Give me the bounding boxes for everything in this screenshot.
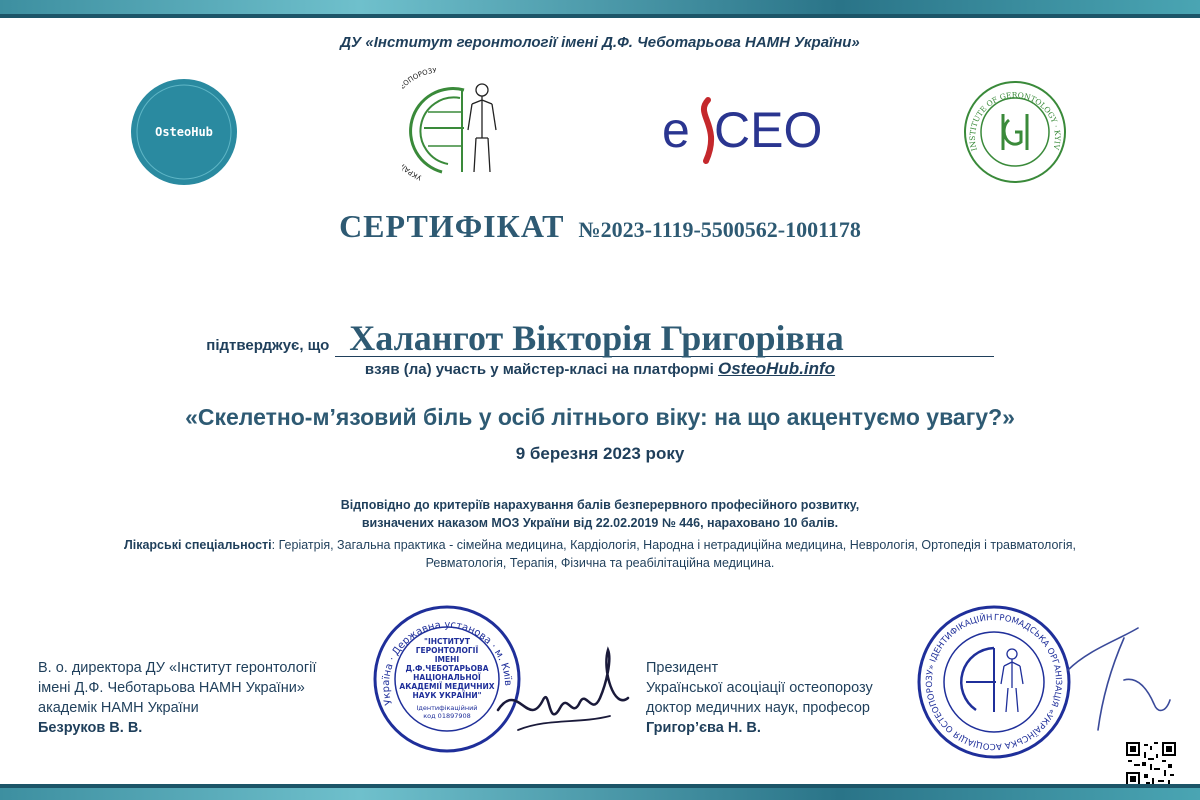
participation-line bbox=[0, 359, 1200, 379]
institute-stamp-line-1: "ІНСТИТУТ bbox=[424, 637, 470, 646]
esceo-logo bbox=[660, 95, 830, 170]
specialties-line-1: : Геріатрія, Загальна практика - сімейна медицина, Кардіологія, Народна і нетрадиційна медицина, Неврологія, Ортопедія і травматологія, bbox=[271, 538, 1077, 552]
course-date: 9 березня 2023 року bbox=[515, 444, 685, 463]
association-stamp bbox=[916, 604, 1072, 765]
svg-text:УКРАЇНСЬКА АСОЦІАЦІЯ ОСТЕОПОРО bbox=[402, 68, 438, 182]
institute-stamp-line-5: НАЦІОНАЛЬНОЇ bbox=[413, 673, 481, 682]
association-stamp-graphic bbox=[916, 604, 1072, 760]
institute-stamp-line-3: ІМЕНІ bbox=[434, 655, 460, 664]
svg-text:ГРОМАДСЬКА ОРГАНІЗАЦІЯ «УКРАЇН bbox=[916, 604, 1063, 751]
left-signatory-line-2: імені Д.Ф. Чеботарьова НАМН України» bbox=[38, 680, 305, 696]
right-signatory-name: Григор’єва Н. В. bbox=[646, 720, 761, 736]
right-signatory-line-2: Української асоціації остеопорозу bbox=[646, 680, 873, 696]
institute-stamp-line-4: Д.Ф.ЧЕБОТАРЬОВА bbox=[405, 664, 489, 673]
bottom-band bbox=[0, 788, 1200, 800]
right-signature-graphic bbox=[1058, 620, 1178, 740]
institute-stamp-code: код 01897908 bbox=[423, 712, 471, 720]
gerontology-logo-graphic bbox=[963, 80, 1067, 184]
institute-stamp-line-7: НАУК УКРАЇНИ" bbox=[412, 691, 482, 700]
osteoporosis-association-logo-graphic bbox=[402, 68, 510, 188]
osteoporosis-association-logo bbox=[402, 68, 510, 193]
right-signatory-line-3: доктор медичних наук, професор bbox=[646, 700, 870, 716]
left-signature bbox=[488, 640, 638, 755]
right-signature bbox=[1058, 620, 1178, 745]
certificate-heading bbox=[0, 208, 1200, 245]
criteria-line-1: Відповідно до критеріїв нарахування балів безперервного професійного розвитку, bbox=[340, 498, 860, 512]
confirm-label: підтверджує, що bbox=[206, 337, 330, 354]
criteria-line-2: визначених наказом МОЗ України від 22.02.2019 № 446, нараховано 10 балів. bbox=[361, 516, 839, 530]
osteohub-logo bbox=[130, 78, 238, 191]
top-band-line bbox=[0, 14, 1200, 18]
institute-stamp-outer-text: Україна · Державна установа · м. Київ bbox=[380, 619, 514, 707]
svg-text:CEO: CEO bbox=[714, 102, 823, 158]
platform-link[interactable]: OsteoHub.info bbox=[717, 359, 836, 378]
recipient-name: Халангот Вікторія Григорівна bbox=[335, 320, 993, 357]
top-band bbox=[0, 0, 1200, 14]
certificate-number: №2023-1119-5500562-1001178 bbox=[578, 217, 861, 242]
institute-stamp-line-6: АКАДЕМІЇ МЕДИЧНИХ bbox=[399, 682, 495, 691]
esceo-logo-graphic bbox=[660, 95, 830, 165]
specialties-label: Лікарські спеціальності bbox=[123, 538, 272, 552]
specialties bbox=[40, 536, 1160, 572]
institute-stamp-code-label: Ідентифікаційний bbox=[416, 704, 478, 712]
left-signatory-line-3: академік НАМН України bbox=[38, 700, 199, 716]
gerontology-logo-arc-text: INSTITUTE OF GERONTOLOGY · KYIV bbox=[967, 90, 1063, 153]
left-signatory-line-1: В. о. директора ДУ «Інститут геронтології bbox=[38, 660, 317, 676]
left-signatory bbox=[38, 658, 316, 738]
gerontology-logo bbox=[963, 80, 1067, 189]
svg-text:e: e bbox=[662, 102, 690, 158]
institute-header: ДУ «Інститут геронтології імені Д.Ф. Чеботарьова НАМН України» bbox=[340, 34, 860, 51]
institute-stamp-line-2: ГЕРОНТОЛОГІЇ bbox=[415, 646, 479, 655]
osteohub-logo-text: OsteoHub bbox=[155, 125, 213, 139]
qr-code-graphic bbox=[1126, 742, 1176, 786]
recipient-line bbox=[0, 320, 1200, 357]
osteohub-logo-graphic bbox=[130, 78, 238, 186]
left-signature-graphic bbox=[488, 640, 638, 750]
specialties-line-2: Ревматологія, Терапія, Фізична та реабілітаційна медицина. bbox=[425, 556, 775, 570]
certificate-title: СЕРТИФІКАТ bbox=[339, 208, 565, 244]
participation-text: взяв (ла) участь у майстер-класі на платформі bbox=[364, 361, 714, 378]
course-title: «Скелетно-м’язовий біль у осіб літнього віку: на що акцентуємо увагу?» bbox=[185, 404, 1015, 430]
association-logo-arc-text: УКРА ОПОРОЗУ bbox=[402, 68, 438, 182]
left-signatory-name: Безруков В. В. bbox=[38, 720, 143, 736]
right-signatory bbox=[646, 658, 873, 738]
association-stamp-outer-text: ГРОМАДСЬКА ОРГАНІЗАЦІЯ «УКРАЇНСЬКА АСОЦІАЦІЯ ОСТЕОПОРОЗУ» ІДЕНТИФІКАЦІЙН bbox=[924, 612, 1063, 752]
right-signatory-line-1: Президент bbox=[646, 660, 719, 676]
